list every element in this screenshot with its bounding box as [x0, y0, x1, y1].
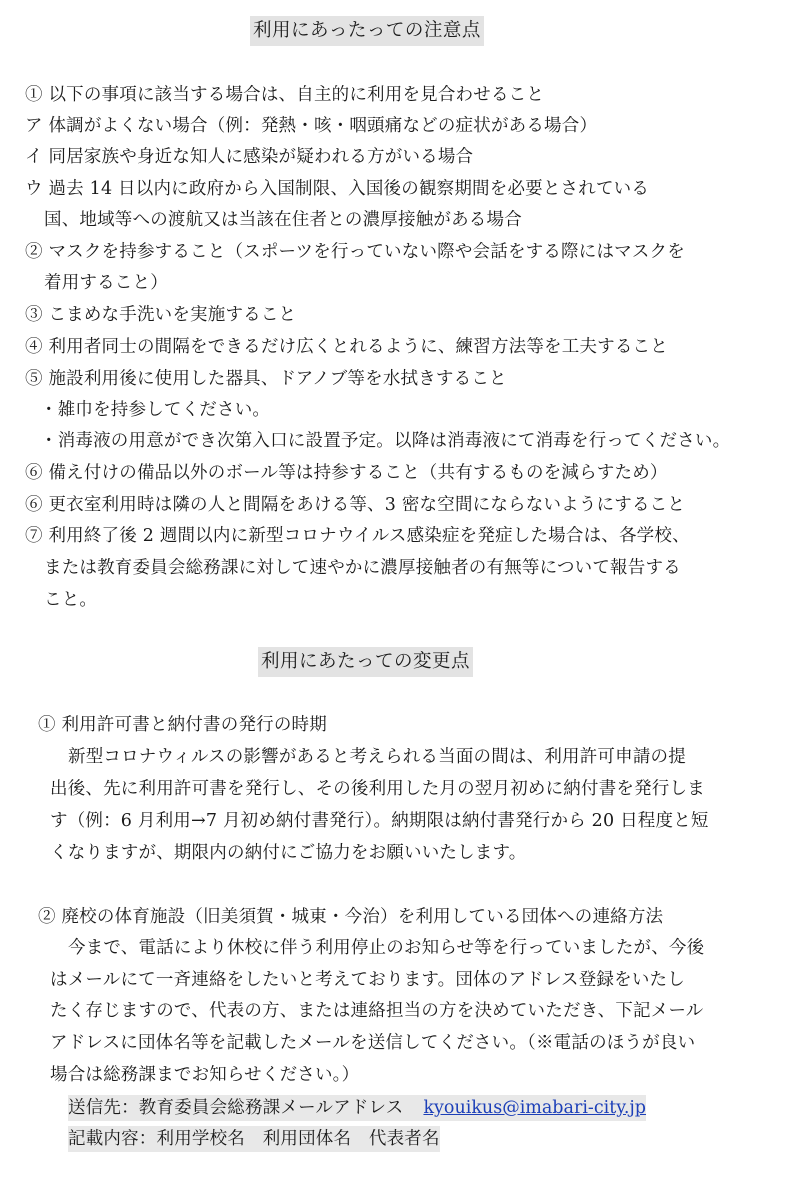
precaution-line: ⑥ 更衣室利用時は隣の人と間隔をあける等、3 密な空間にならないようにすること — [25, 495, 686, 515]
changes-heading: 利用にあたっての変更点 — [258, 647, 473, 677]
precaution-line: イ 同居家族や身近な知人に感染が疑われる方がいる場合 — [25, 147, 474, 167]
send-destination — [68, 1095, 646, 1121]
precaution-line: ① 以下の事項に該当する場合は、自主的に利用を見合わせること — [25, 85, 545, 105]
precaution-line: 国、地域等への渡航又は当該在住者との濃厚接触がある場合 — [44, 210, 522, 230]
send-label: 送信先：教育委員会総務課メールアドレス — [68, 1098, 404, 1118]
precaution-line: ⑥ 備え付けの備品以外のボール等は持参すること（共有するものを減らすため） — [25, 463, 668, 483]
change-line: ② 廃校の体育施設（旧美須賀・城東・今治）を利用している団体への連絡方法 — [38, 907, 664, 927]
change-line: 新型コロナウィルスの影響があると考えられる当面の間は、利用許可申請の提 — [68, 747, 686, 767]
precaution-line: または教育委員会総務課に対して速やかに濃厚接触者の有無等について報告する — [44, 558, 681, 578]
precaution-line: ・雑巾を持参してください。 — [40, 400, 271, 420]
precaution-line: ④ 利用者同士の間隔をできるだけ広くとれるように、練習方法等を工夫すること — [25, 337, 668, 357]
precaution-line: ③ こまめな手洗いを実施すること — [25, 305, 297, 325]
precautions-heading: 利用にあったっての注意点 — [250, 16, 484, 46]
change-line: す（例：6 月利用→7 月初め納付書発行）。納期限は納付書発行から 20 日程度と短 — [50, 811, 709, 831]
change-line: はメールにて一斉連絡をしたいと考えております。団体のアドレス登録をいたし — [50, 970, 685, 990]
change-line: アドレスに団体名等を記載したメールを送信してください。（※電話のほうが良い — [50, 1033, 696, 1053]
precaution-line: ウ 過去 14 日以内に政府から入国制限、入国後の観察期間を必要とされている — [25, 179, 650, 199]
precaution-line: ア 体調がよくない場合（例：発熱・咳・咽頭痛などの症状がある場合） — [25, 116, 598, 136]
content-line: 記載内容：利用学校名 利用団体名 代表者名 — [68, 1126, 440, 1152]
precaution-line: ⑦ 利用終了後 2 週間以内に新型コロナウイルス感染症を発症した場合は、各学校、 — [25, 526, 690, 546]
precaution-line: 着用すること） — [44, 273, 168, 293]
precaution-line: ⑤ 施設利用後に使用した器具、ドアノブ等を水拭きすること — [25, 369, 507, 389]
change-line: ① 利用許可書と納付書の発行の時期 — [38, 715, 327, 735]
email-link[interactable]: kyouikus@imabari-city.jp — [423, 1098, 647, 1118]
change-line: 出後、先に利用許可書を発行し、その後利用した月の翌月初めに納付書を発行しま — [50, 779, 705, 799]
precaution-line: ・消毒液の用意ができ次第入口に設置予定。以降は消毒液にて消毒を行ってください。 — [40, 431, 731, 451]
precaution-line: ② マスクを持参すること（スポーツを行っていない際や会話をする際にはマスクを — [25, 242, 685, 262]
precaution-line: こと。 — [44, 590, 98, 610]
change-line: 場合は総務課までお知らせください。） — [50, 1065, 360, 1085]
change-line: 今まで、電話により休校に伴う利用停止のお知らせ等を行っていましたが、今後 — [68, 938, 705, 958]
change-line: くなりますが、期限内の納付にご協力をお願いいたします。 — [50, 843, 527, 863]
change-line: たく存じますので、代表の方、または連絡担当の方を決めていただき、下記メール — [50, 1001, 704, 1021]
